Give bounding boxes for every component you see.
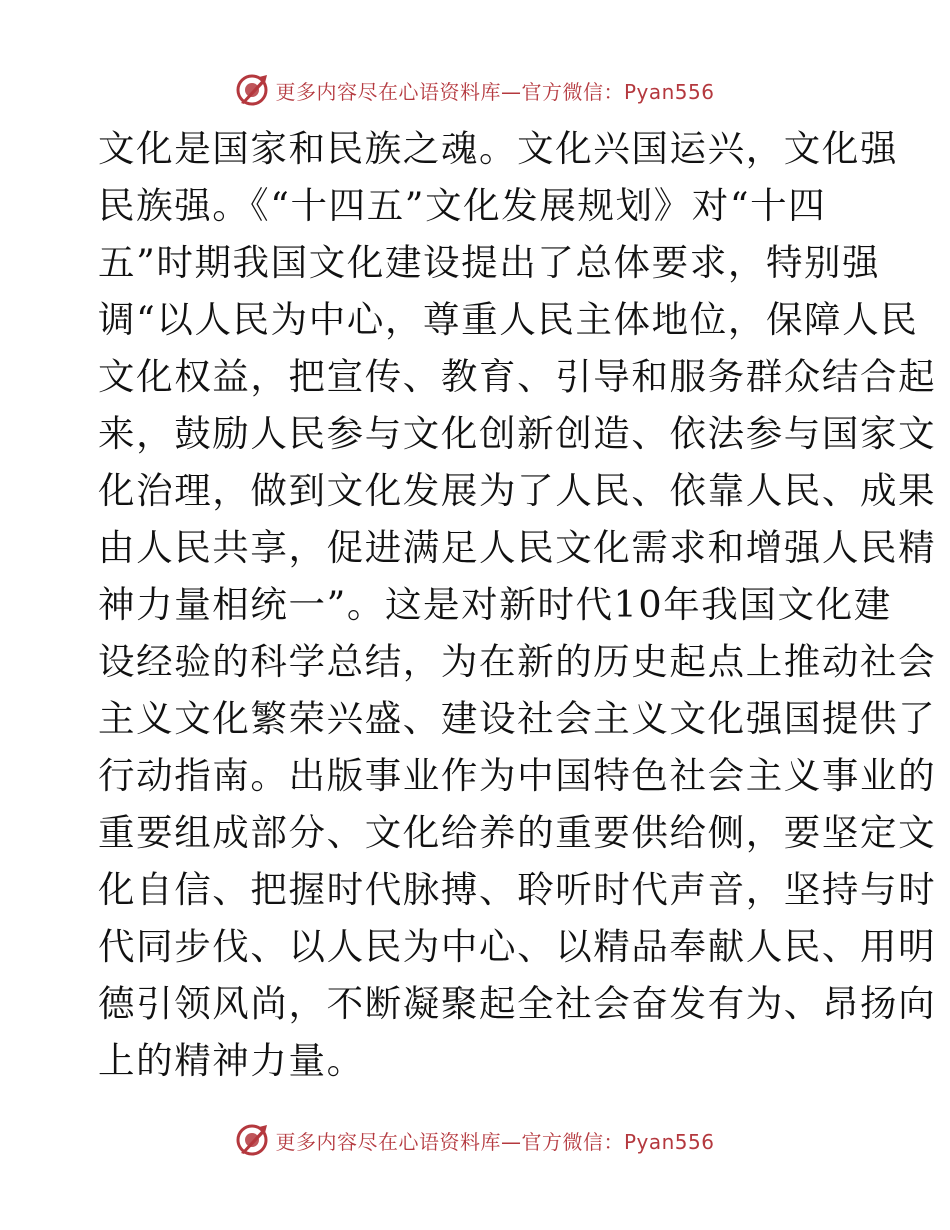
text-line: 设经验的科学总结，为在新的历史起点上推动社会 (98, 640, 937, 683)
text-line: 神力量相统一”。这是对新时代10年我国文化建 (98, 583, 892, 626)
text-line: 调“以人民为中心，尊重人民主体地位，保障人民 (98, 298, 919, 341)
text-line: 化治理，做到文化发展为了人民、依靠人民、成果 (98, 469, 937, 512)
header-banner (0, 70, 950, 110)
document-body (98, 120, 937, 1089)
text-line: 德引领风尚，不断凝聚起全社会奋发有为、昂扬向 (98, 982, 937, 1025)
banner-text: 更多内容尽在心语资料库—官方微信：Pyan556 (275, 1129, 715, 1154)
quill-pen-logo-icon (235, 73, 269, 107)
text-line: 重要组成部分、文化给养的重要供给侧，要坚定文 (98, 811, 937, 854)
text-line: 由人民共享，促进满足人民文化需求和增强人民精 (98, 526, 937, 569)
text-line: 行动指南。出版事业作为中国特色社会主义事业的 (98, 754, 937, 797)
text-line: 民族强。《“十四五”文化发展规划》对“十四 (98, 184, 827, 227)
text-line: 文化权益，把宣传、教育、引导和服务群众结合起 (98, 355, 937, 398)
text-line: 文化是国家和民族之魂。文化兴国运兴，文化强 (98, 127, 899, 170)
text-line: 主义文化繁荣兴盛、建设社会主义文化强国提供了 (98, 697, 937, 740)
text-line: 代同步伐、以人民为中心、以精品奉献人民、用明 (98, 925, 937, 968)
quill-pen-logo-icon (235, 1123, 269, 1157)
text-line: 来，鼓励人民参与文化创新创造、依法参与国家文 (98, 412, 937, 455)
banner-text: 更多内容尽在心语资料库—官方微信：Pyan556 (275, 79, 715, 104)
footer-banner (0, 1120, 950, 1160)
text-line: 五”时期我国文化建设提出了总体要求，特别强 (98, 241, 881, 284)
text-line: 上的精神力量。 (98, 1039, 365, 1082)
text-line: 化自信、把握时代脉搏、聆听时代声音，坚持与时 (98, 868, 937, 911)
